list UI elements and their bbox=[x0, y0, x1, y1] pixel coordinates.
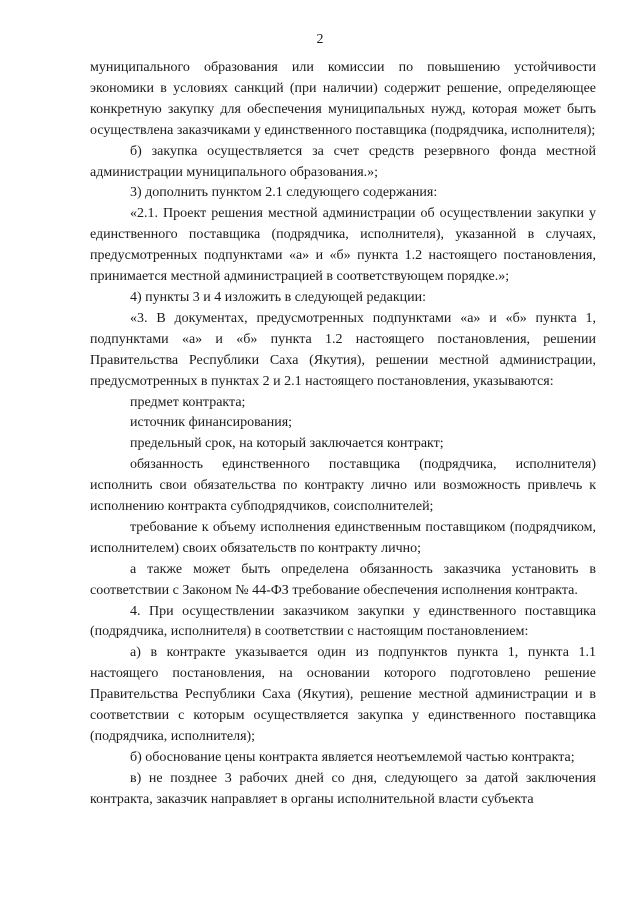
paragraph: б) обоснование цены контракта является неотъемлемой частью контракта; bbox=[130, 749, 575, 765]
paragraph: источник финансирования; bbox=[130, 415, 293, 431]
paragraph: 4. При осуществлении заказчиком закупки у единственного поставщика (подрядчика, исполнителя) в соответствии с настоящим постановлением: bbox=[90, 603, 596, 640]
paragraph: 4) пункты 3 и 4 изложить в следующей редакции: bbox=[130, 289, 427, 305]
paragraph: в) не позднее 3 рабочих дней со дня, следующего за датой заключения контракта, заказчик направляет в органы исполнительной власти субъекта bbox=[90, 770, 596, 807]
paragraph: предмет контракта; bbox=[130, 394, 246, 410]
paragraph: б) закупка осуществляется за счет средств резервного фонда местной администрации муниципального образования.»; bbox=[90, 143, 596, 180]
document-body bbox=[90, 58, 596, 811]
paragraph: предельный срок, на который заключается контракт; bbox=[130, 436, 444, 452]
paragraph: обязанность единственного поставщика (подрядчика, исполнителя) исполнить свои обязательства по контракту лично или возможность привлечь к исполнению контракта субподрядчиков, соисполнителей; bbox=[90, 457, 596, 515]
paragraph: «3. В документах, предусмотренных подпунктами «а» и «б» пункта 1, подпунктами «а» и «б» пункта 1.2 настоящего постановления, решении Правительства Республики Саха (Якутия), решении местной администрации, предусмотренных в пунктах 2 и 2.1 настоящего постановления, указываются: bbox=[90, 310, 596, 389]
paragraph: а также может быть определена обязанность заказчика установить в соответствии с Законом № 44-ФЗ требование обеспечения исполнения контракта. bbox=[90, 561, 596, 598]
paragraph: «2.1. Проект решения местной администрации об осуществлении закупки у единственного поставщика (подрядчика, исполнителя), указанной в случаях, предусмотренных подпунктами «а» и «б» пункта 1.2 настоящего постановления, принимается местной администрацией в соответствующем порядке.»; bbox=[90, 206, 596, 285]
paragraph: требование к объему исполнения единственным поставщиком (подрядчиком, исполнителем) своих обязательств по контракту лично; bbox=[90, 519, 596, 556]
page-number: 2 bbox=[316, 32, 324, 47]
paragraph: муниципального образования или комиссии по повышению устойчивости экономики в условиях санкций (при наличии) содержит решение, определяющее конкретную закупку для обеспечения муниципальных нужд, которая может быть осуществлена заказчиками у единственного поставщика (подрядчика, исполнителя); bbox=[90, 60, 596, 138]
paragraph: 3) дополнить пунктом 2.1 следующего содержания: bbox=[130, 185, 438, 201]
paragraph: а) в контракте указывается один из подпунктов пункта 1, пункта 1.1 настоящего постановления, на основании которого подготовлено решение Правительства Республики Саха (Якутия), решение местной администрации и в соответствии с которым осуществляется закупка у единственного поставщика (подрядчика, исполнителя); bbox=[90, 645, 596, 744]
